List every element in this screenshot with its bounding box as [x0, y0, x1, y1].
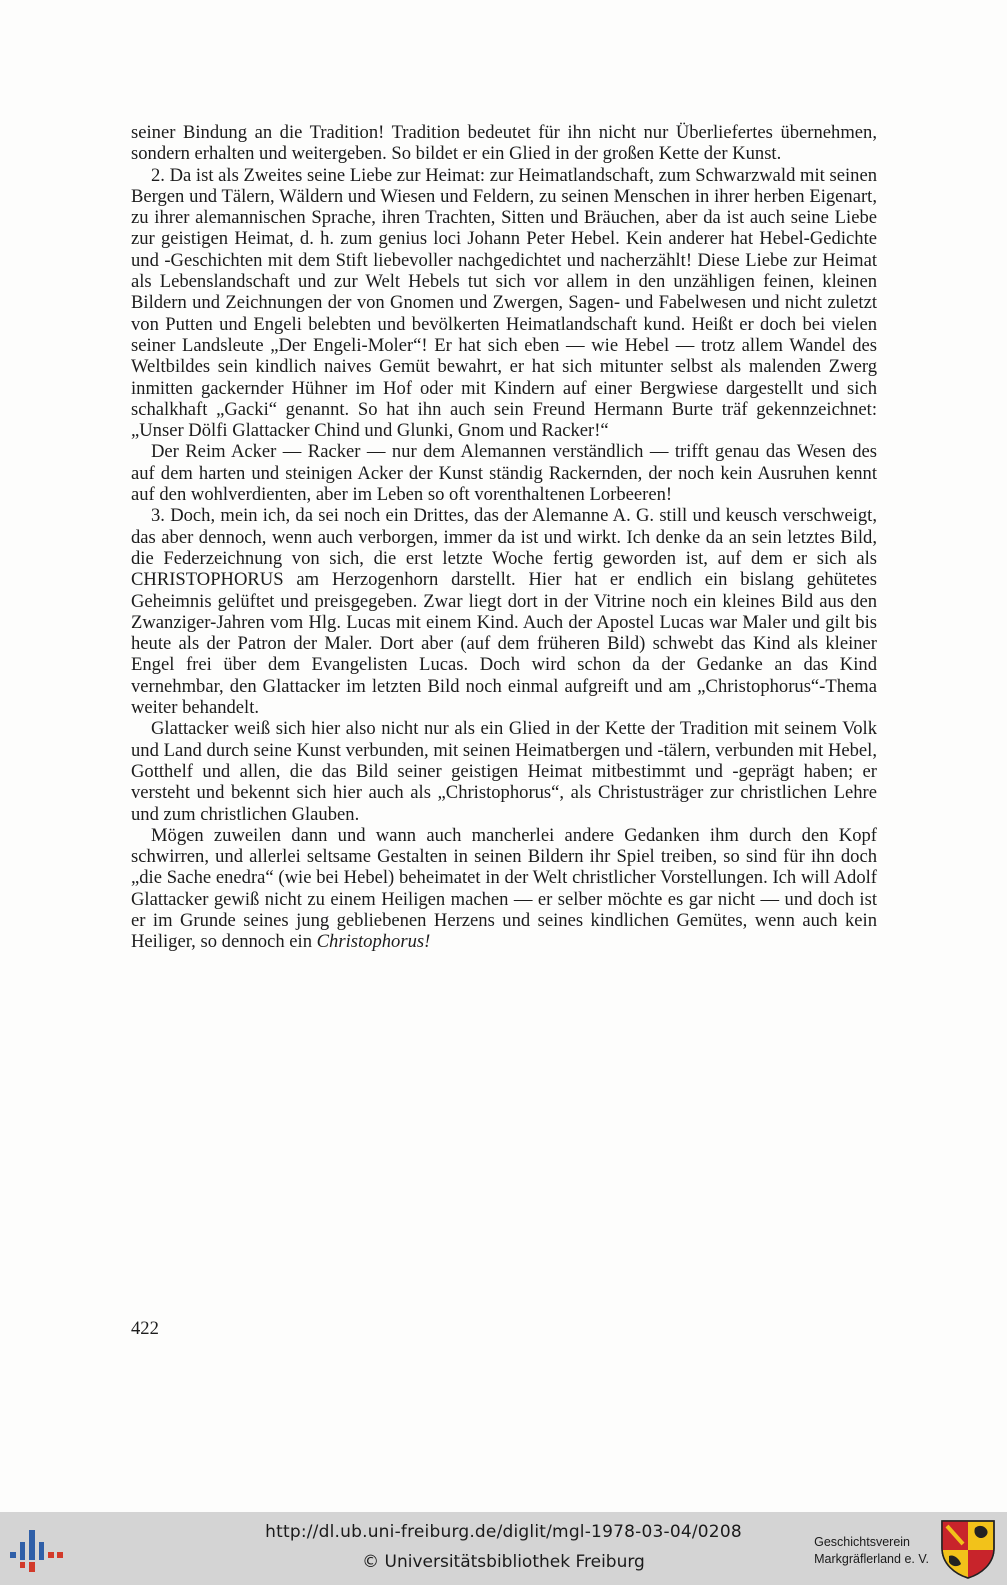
- paragraph-1: seiner Bindung an die Tradition! Tradition bedeutet für ihn nicht nur Überliefertes übernehmen, sondern erhalten und weitergeben. So bildet er ein Glied in der großen Kette der Kunst.: [131, 122, 877, 165]
- paragraph-5: Glattacker weiß sich hier also nicht nur als ein Glied in der Kette der Tradition mit seinem Volk und Land durch seine Kunst verbunden, mit seinen Heimatbergen und -tälern, verbunden mit Hebel, Gotthelf und allen, die das Bild seiner geistigen Heimat mitbestimmt und -geprägt haben; er versteht und bekennt sich hier auch als „Christophorus“, als Christusträger zur christlichen Lehre und zum christlichen Glauben.: [131, 718, 877, 825]
- paragraph-2: 2. Da ist als Zweites seine Liebe zur Heimat: zur Heimatlandschaft, zum Schwarzwald mit seinen Bergen und Tälern, Wäldern und Wiesen und Feldern, zu seinen Menschen in ihrer herben Eigenart, zu ihrer alemannischen Sprache, ihren Trachten, Sitten und Bräuchen, aber da ist auch seine Liebe zur geistigen Heimat, d. h. zum genius loci Johann Peter Hebel. Kein anderer hat Hebel-Gedichte und -Geschichten mit dem Stift liebevoller nachgedichtet und nacherzählt! Diese Liebe zur Heimat als Lebenslandschaft und zur Welt Hebels tut sich vor allem in den unzähligen feinen, kleinen Bildern und Zeichnungen der von Gnomen und Zwergen, Sagen- und Fabelwesen und nicht zuletzt von Putten und Engeli belebten und bevölkerten Heimatlandschaft kund. Heißt er doch bei vielen seiner Landsleute „Der Engeli-Moler“! Er hat sich eben — wie Hebel — trotz allem Wandel des Weltbildes sein kindlich naives Gemüt bewahrt, er hat sich mitunter selbst als malenden Zwerg inmitten gackernder Hühner im Hof oder mit Kindern auf einer Bergwiese dargestellt und sich schalkhaft „Gacki“ genannt. So hat ihn auch sein Freund Hermann Burte träf gekennzeichnet: „Unser Dölfi Glattacker Chind und Glunki, Gnom und Racker!“: [131, 164, 877, 442]
- paragraph-4: 3. Doch, mein ich, da sei noch ein Drittes, das der Alemanne A. G. still und keusch verschweigt, das aber dennoch, wenn auch verborgen, immer da ist und wirkt. Ich denke da an sein letztes Bild, die Federzeichnung von sich, die erst letzte Woche fertig geworden ist, auf dem er sich als CHRISTOPHORUS am Herzogenhorn darstellt. Hier hat er endlich ein bislang gehütetes Geheimnis gelüftet und preisgegeben. Zwar liegt dort in der Vitrine noch ein kleines Bild aus den Zwanziger-Jahren vom Hlg. Lucas mit einem Kind. Auch der Apostel Lucas war Maler und gilt bis heute als der Patron der Maler. Dort aber (auf dem früheren Bild) schwebt das Kind als kleiner Engel frei über dem Evangelisten Lucas. Doch wird schon da der Gedanke an das Kind vernehmbar, den Glattacker im letzten Bild noch einmal aufgreift und am „Christophorus“-Thema weiter behandelt.: [131, 505, 877, 719]
- footer-bar: [0, 1512, 1007, 1585]
- paragraph-6: [131, 825, 877, 953]
- paragraph-3: Der Reim Acker — Racker — nur dem Alemannen verständlich — trifft genau das Wesen des auf dem harten und steinigen Acker der Kunst ständig Rackernden, der noch kein Ausruhen kennt auf den wohlverdienten, aber im Leben so oft vorenthaltenen Lorbeeren!: [131, 441, 877, 506]
- paragraph-6-text: Mögen zuweilen dann und wann auch mancherlei andere Gedanken ihm durch den Kopf schwirren, und allerlei seltsame Gestalten in seinen Bildern ihr Spiel treiben, so sind für ihn doch „die Sache enedra“ (wie bei Hebel) beheimatet in der Welt christlicher Vorstellungen. Ich will Adolf Glattacker gewiß nicht zu einem Heiligen machen — er selber möchte es gar nicht — und doch ist er im Grunde seines jung gebliebenen Herzens und seines kindlichen Gemütes, wenn auch kein Heiliger, so dennoch ein: [131, 824, 877, 953]
- society-name-line2: Markgräflerland e. V.: [814, 1552, 929, 1566]
- page-number: 422: [131, 1318, 159, 1339]
- coat-of-arms-icon: [939, 1518, 997, 1580]
- body-text: [131, 122, 877, 953]
- society-name: [814, 1534, 929, 1568]
- source-url[interactable]: http://dl.ub.uni-freiburg.de/diglit/mgl-1978-03-04/0208: [265, 1522, 742, 1542]
- society-name-line1: Geschichtsverein: [814, 1535, 910, 1549]
- copyright-notice: © Universitätsbibliothek Freiburg: [362, 1552, 645, 1572]
- paragraph-6-italic: Christophorus!: [316, 931, 431, 953]
